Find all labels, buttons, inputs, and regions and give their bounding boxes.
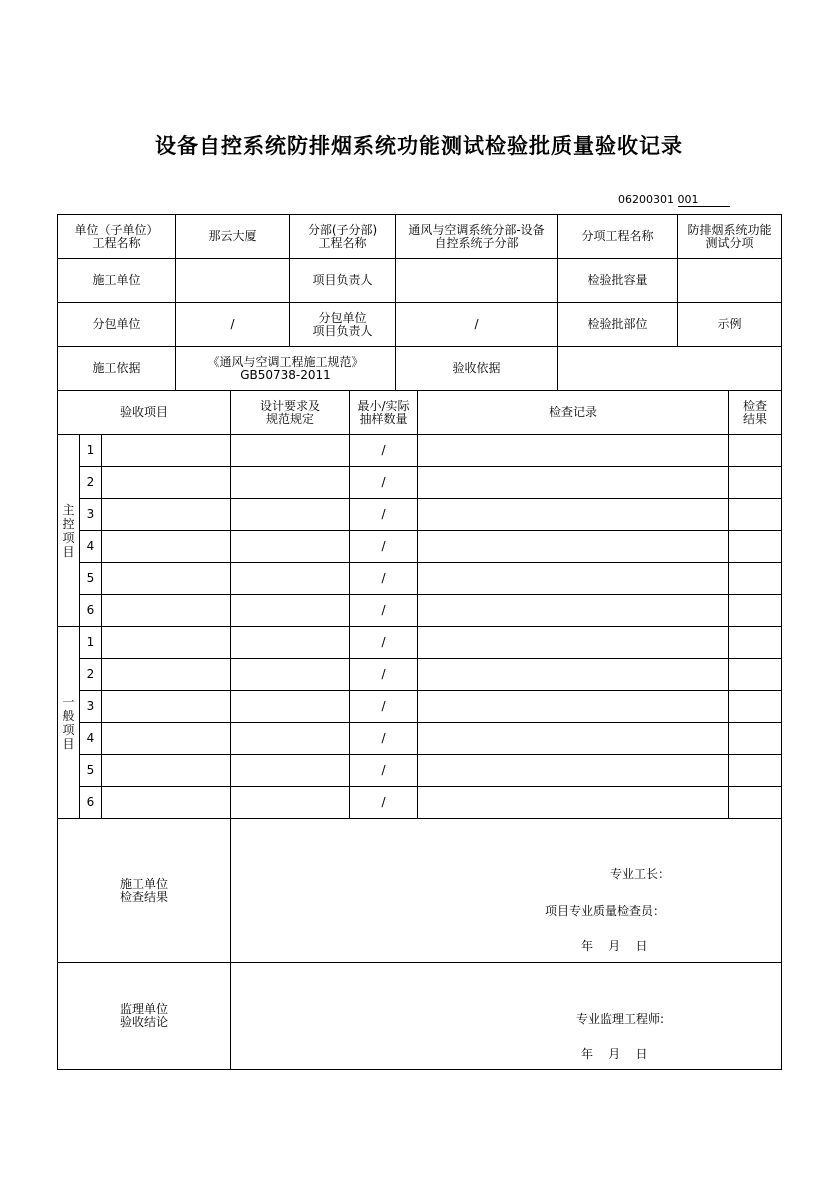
supervision-line1: 监理单位 — [119, 1002, 168, 1016]
foreman-signature-label: 专业工长： — [610, 867, 671, 881]
general-row-sample[interactable]: / — [381, 667, 386, 681]
main-row-sample[interactable]: / — [381, 507, 386, 521]
supervision-conclusion-label — [58, 963, 230, 1069]
batch-location-label: 检验批部位 — [587, 317, 648, 331]
main-row-number: 1 — [86, 443, 95, 457]
subitem-value-line1: 防排烟系统功能 — [687, 222, 772, 237]
division-label-line2: 工程名称 — [318, 235, 367, 250]
col-design-line1: 设计要求及 — [259, 398, 320, 413]
main-row-number: 2 — [86, 475, 95, 489]
division-name-label — [290, 215, 395, 258]
subcontractor-value[interactable]: / — [230, 317, 235, 331]
general-row-number: 1 — [86, 635, 95, 649]
general-row-sample[interactable]: / — [381, 699, 386, 713]
general-row-number: 5 — [86, 763, 95, 777]
subitem-name-value — [678, 215, 781, 258]
construction-basis-value[interactable] — [176, 347, 395, 390]
main-row-sample[interactable]: / — [381, 539, 386, 553]
general-group-label — [58, 627, 79, 818]
construction-basis-label: 施工依据 — [92, 361, 141, 375]
col-acceptance-item: 验收项目 — [119, 405, 168, 419]
subitem-value-line2: 测试分项 — [705, 235, 754, 250]
acceptance-basis-value[interactable] — [558, 347, 781, 390]
col-design-line2: 规范规定 — [265, 411, 314, 426]
main-row-number: 5 — [86, 571, 95, 585]
col-result-line1: 检查 — [742, 398, 767, 413]
general-row-number: 3 — [86, 699, 95, 713]
division-value-line1: 通风与空调系统分部-设备 — [408, 222, 545, 237]
unit-label-line2: 工程名称 — [92, 235, 141, 250]
main-row-sample[interactable]: / — [381, 475, 386, 489]
code-prefix: 06200301 — [618, 193, 674, 206]
col-sample-line2: 抽样数量 — [359, 411, 408, 426]
main-row-sample[interactable]: / — [381, 443, 386, 457]
main-row-sample[interactable]: / — [381, 571, 386, 585]
general-label-char: 一 — [62, 694, 75, 709]
unit-name-label — [58, 215, 175, 258]
main-row-number: 6 — [86, 603, 95, 617]
construction-check-line2: 检查结果 — [119, 889, 168, 904]
main-label-char: 控 — [62, 516, 75, 531]
contractor-value[interactable] — [176, 259, 289, 302]
main-label-char: 目 — [62, 544, 75, 559]
main-label-char: 主 — [62, 502, 75, 517]
sub-pm-label-line1: 分包单位 — [318, 310, 367, 325]
main-row-number: 4 — [86, 539, 95, 553]
col-sample-line1: 最小/实际 — [357, 398, 410, 413]
sub-pm-label — [290, 303, 395, 346]
col-result-line2: 结果 — [742, 411, 767, 426]
main-label-char: 项 — [62, 530, 75, 545]
main-row-number: 3 — [86, 507, 95, 521]
supervision-line2: 验收结论 — [119, 1015, 168, 1029]
col-inspection-result — [729, 391, 781, 434]
general-row-sample[interactable]: / — [381, 635, 386, 649]
page-title: 设备自控系统防排烟系统功能测试检验批质量验收记录 — [155, 133, 683, 158]
unit-label-line1: 单位（子单位） — [74, 222, 159, 237]
general-label-char: 般 — [62, 708, 75, 723]
acceptance-basis-label: 验收依据 — [452, 361, 501, 375]
batch-capacity-label: 检验批容量 — [587, 273, 648, 287]
general-label-char: 目 — [62, 736, 75, 751]
supervision-date: 年 月 日 — [581, 1047, 648, 1061]
construction-check-label — [58, 819, 230, 962]
general-row-number: 2 — [86, 667, 95, 681]
sub-pm-label-line2: 项目负责人 — [312, 323, 373, 338]
basis-value-line1: 《通风与空调工程施工规范》 — [207, 354, 364, 369]
subitem-name-label: 分项工程名称 — [581, 229, 654, 243]
main-row-sample[interactable]: / — [381, 603, 386, 617]
general-row-sample[interactable]: / — [381, 763, 386, 777]
general-label-char: 项 — [62, 722, 75, 737]
construction-check-line1: 施工单位 — [119, 876, 168, 891]
general-row-number: 4 — [86, 731, 95, 745]
main-control-group-label — [58, 435, 79, 626]
subcontractor-label: 分包单位 — [92, 317, 141, 331]
quality-inspector-signature-label: 项目专业质量检查员： — [545, 904, 666, 918]
construction-check-date: 年 月 日 — [581, 939, 648, 953]
division-value-line2: 自控系统子分部 — [434, 235, 519, 250]
supervision-engineer-signature-label: 专业监理工程师: — [576, 1012, 665, 1026]
project-manager-value[interactable] — [396, 259, 557, 302]
col-design-requirement — [231, 391, 349, 434]
batch-capacity-value[interactable] — [678, 259, 781, 302]
division-name-value — [396, 215, 557, 258]
contractor-label: 施工单位 — [92, 273, 141, 287]
division-label-line1: 分部(子分部) — [307, 222, 378, 237]
general-row-number: 6 — [86, 795, 95, 809]
basis-value-line2: GB50738-2011 — [240, 367, 331, 382]
general-row-sample[interactable]: / — [381, 795, 386, 809]
batch-location-value[interactable]: 示例 — [717, 317, 742, 331]
code-suffix: 001 — [678, 193, 730, 207]
sub-pm-value[interactable]: / — [474, 317, 479, 331]
unit-name-value: 那云大厦 — [208, 229, 257, 243]
col-sample-quantity — [350, 391, 417, 434]
project-manager-label: 项目负责人 — [312, 273, 373, 287]
general-row-sample[interactable]: / — [381, 731, 386, 745]
col-inspection-record: 检查记录 — [548, 405, 597, 419]
